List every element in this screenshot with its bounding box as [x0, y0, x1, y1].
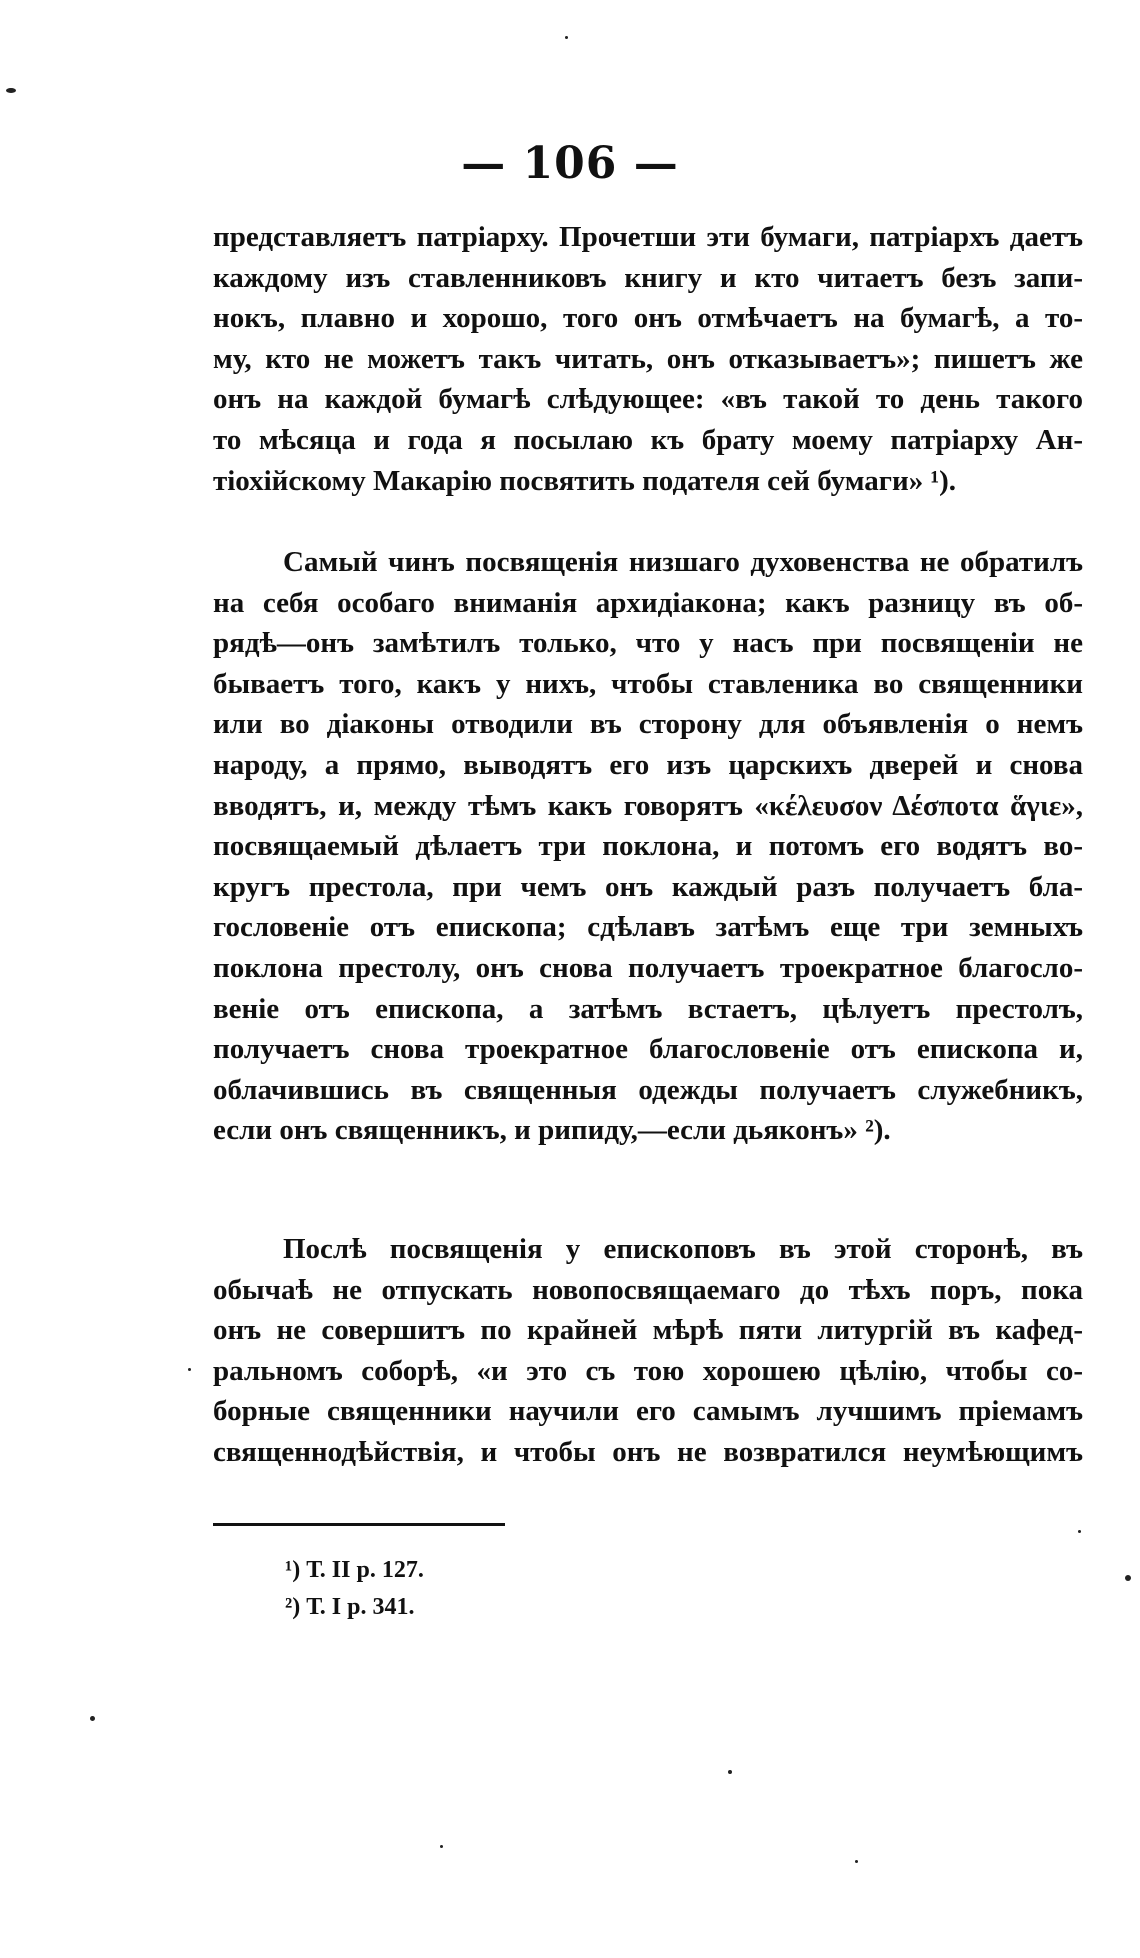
text-line: то мѣсяца и года я посылаю къ брату моему патріарху Ан-	[213, 423, 1083, 456]
text-line: тіохійскому Макарію посвятить подателя сей бумаги» ¹).	[213, 464, 957, 497]
scan-speck	[1078, 1530, 1081, 1533]
text-line: борные священники научили его самымъ лучшимъ пріемамъ	[213, 1395, 1083, 1428]
text-line: поклона престолу, онъ снова получаетъ троекратное благосло-	[213, 951, 1083, 984]
scan-speck	[440, 1845, 443, 1848]
scan-speck	[188, 1368, 191, 1371]
page-number: — 106 —	[461, 138, 679, 189]
text-line: представляетъ патріарху. Прочетши эти бумаги, патріархъ даетъ	[213, 221, 1083, 253]
footnote-1: ¹) Т. II р. 127.	[285, 1557, 424, 1583]
text-line: гословеніе отъ епископа; сдѣлавъ затѣмъ еще три земныхъ	[213, 911, 1083, 944]
text-line: народу, а прямо, выводятъ его изъ царскихъ дверей и снова	[213, 748, 1083, 781]
text-line: облачившись въ священныя одежды получаетъ служебникъ,	[213, 1073, 1083, 1106]
text-line: Послѣ посвященія у епископовъ въ этой сторонѣ, въ	[283, 1233, 1083, 1265]
text-line: онъ не совершитъ по крайней мѣрѣ пяти литургій въ кафед-	[213, 1314, 1083, 1347]
text-line: рядѣ—онъ замѣтилъ только, что у насъ при посвященіи не	[213, 627, 1083, 660]
text-line: бываетъ того, какъ у нихъ, чтобы ставленика во священники	[213, 667, 1083, 700]
scan-speck	[90, 1716, 95, 1721]
footnote-divider	[213, 1523, 505, 1526]
text-line: посвящаемый дѣлаетъ три поклона, и потомъ его водятъ во-	[213, 830, 1083, 863]
scan-speck	[6, 88, 16, 93]
scan-speck	[565, 36, 568, 39]
text-line: получаетъ снова троекратное благословеніе отъ епископа и,	[213, 1033, 1083, 1066]
text-line: каждому изъ ставленниковъ книгу и кто читаетъ безъ запи-	[213, 261, 1083, 294]
scan-speck	[1125, 1575, 1131, 1581]
footnotes	[285, 1552, 424, 1626]
text-line: Самый чинъ посвященія низшаго духовенства не обратилъ	[283, 546, 1083, 578]
text-line: кругъ престола, при чемъ онъ каждый разъ получаетъ бла-	[213, 870, 1083, 903]
text-line: обычаѣ не отпускать новопосвящаемаго до тѣхъ поръ, пока	[213, 1273, 1083, 1306]
paragraph-1	[213, 217, 1083, 501]
scan-speck	[855, 1860, 858, 1863]
scan-speck	[728, 1770, 732, 1774]
footnote-2: ²) Т. I р. 341.	[285, 1594, 415, 1620]
text-line: на себя особаго вниманія архидіакона; какъ разницу въ об-	[213, 586, 1083, 619]
text-line: если онъ священникъ, и рипиду,—если дьяконъ» ²).	[213, 1114, 891, 1147]
text-line: ральномъ соборѣ, «и это съ тою хорошею цѣлію, чтобы со-	[213, 1354, 1083, 1387]
text-line: или во діаконы отводили въ сторону для объявленія о немъ	[213, 708, 1083, 741]
text-line: му, кто не можетъ такъ читать, онъ отказываетъ»; пишетъ же	[213, 342, 1083, 375]
paragraph-2	[213, 542, 1083, 1151]
text-line: вводятъ, и, между тѣмъ какъ говорятъ «κέλευσον Δέσποτα ἅγιε»,	[213, 789, 1083, 822]
text-line: онъ на каждой бумагѣ слѣдующее: «въ такой то день такого	[213, 383, 1083, 416]
text-line: нокъ, плавно и хорошо, того онъ отмѣчаетъ на бумагѣ, а то-	[213, 302, 1083, 335]
paragraph-3	[213, 1229, 1083, 1473]
text-line: священнодѣйствія, и чтобы онъ не возвратился неумѣющимъ	[213, 1435, 1083, 1468]
text-line: веніе отъ епископа, а затѣмъ встаетъ, цѣлуетъ престолъ,	[213, 992, 1083, 1025]
